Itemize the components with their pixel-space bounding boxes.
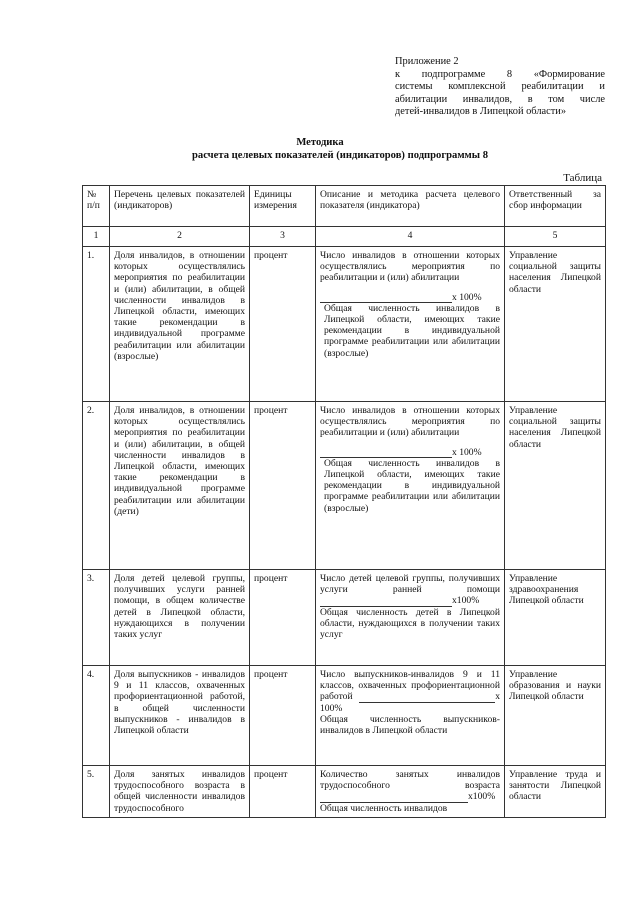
- column-header: Описание и методика расчета целевого показателя (индикатора): [316, 186, 505, 227]
- formula-numerator: Число инвалидов в отношении которых осуществлялись мероприятия по реабилитации и (или) абилитации: [320, 405, 500, 439]
- calculation-method: [316, 766, 505, 818]
- formula-multiplier: х 100%: [320, 691, 500, 714]
- table-header-row: [83, 186, 606, 227]
- unit: процент: [250, 247, 316, 402]
- formula-multiplier: х100%: [452, 595, 480, 607]
- column-number: 3: [250, 227, 316, 247]
- formula-denominator: Общая численность инвалидов: [320, 802, 448, 814]
- appendix-line: Приложение 2: [395, 56, 459, 67]
- indicator-name: Доля инвалидов, в отношении которых осуществлялись мероприятия по реабилитации и (или) абилитации, в общей численности инвалидов в Липецкой области, имеющих такие рекомендации в индивидуальной программе реабилитации или абилитации (взрослые): [110, 247, 250, 402]
- row-number: 4.: [83, 666, 110, 766]
- indicators-table: [82, 185, 606, 818]
- indicator-name: Доля детей целевой группы, получивших услуги ранней помощи, в общем количестве детей в Липецкой области, нуждающихся в получении таких услуг: [110, 570, 250, 666]
- column-number: 2: [110, 227, 250, 247]
- table-row: [83, 666, 606, 766]
- method-subtitle: расчета целевых показателей (индикаторов) подпрограммы 8: [192, 150, 488, 161]
- table-label: Таблица: [563, 172, 602, 184]
- calculation-method: [316, 247, 505, 402]
- unit: процент: [250, 402, 316, 570]
- table-row: [83, 570, 606, 666]
- appendix-line: детей-инвалидов в Липецкой области»: [395, 106, 567, 118]
- column-header: Ответственный за сбор информации: [505, 186, 606, 227]
- column-number: 4: [316, 227, 505, 247]
- formula-denominator: Общая численность инвалидов в Липецкой области, имеющих такие рекомендации в индивидуальной программе реабилитации или абилитации (взрослые): [324, 457, 500, 514]
- responsible-body: Управление труда и занятости Липецкой области: [505, 766, 606, 818]
- row-number: 2.: [83, 402, 110, 570]
- calculation-method: [316, 570, 505, 666]
- calculation-method: [316, 666, 505, 766]
- formula-numerator: Число выпускников-инвалидов 9 и 11 классов, охваченных профориентационной работой: [320, 669, 500, 703]
- column-header: № п/п: [83, 186, 110, 227]
- indicator-name: Доля инвалидов, в отношении которых осуществлялись мероприятия по реабилитации и (или) абилитации, в общей численности инвалидов в Липецкой области, имеющих такие рекомендации в индивидуальной программе реабилитации или абилитации (дети): [110, 402, 250, 570]
- formula-multiplier: х 100%: [452, 291, 482, 303]
- table-row: [83, 247, 606, 402]
- indicator-name: Доля выпускников - инвалидов 9 и 11 классов, охваченных профориентационной работой, в общей численности выпускников - инвалидов в Липецкой области: [110, 666, 250, 766]
- appendix-line: абилитации инвалидов, в том числе: [395, 93, 605, 105]
- table-row: [83, 766, 606, 818]
- appendix-line: к подпрограмме 8 «Формирование: [395, 68, 605, 80]
- responsible-body: Управление социальной защиты населения Липецкой области: [505, 402, 606, 570]
- responsible-body: Управление образования и науки Липецкой области: [505, 666, 606, 766]
- row-number: 5.: [83, 766, 110, 818]
- calculation-method: [316, 402, 505, 570]
- appendix-header: [395, 56, 605, 119]
- method-title: Методика: [296, 137, 344, 148]
- formula-numerator: Число инвалидов в отношении которых осуществлялись мероприятия по реабилитации и (или) абилитации: [320, 250, 500, 284]
- formula-numerator: Количество занятых инвалидов трудоспособного возраста: [320, 769, 500, 792]
- column-header: Единицы измерения: [250, 186, 316, 227]
- table-row: [83, 402, 606, 570]
- row-number: 1.: [83, 247, 110, 402]
- unit: процент: [250, 570, 316, 666]
- formula-multiplier: х100%: [468, 791, 496, 803]
- row-number: 3.: [83, 570, 110, 666]
- column-number: 1: [83, 227, 110, 247]
- column-number-row: [83, 227, 606, 247]
- responsible-body: Управление здравоохранения Липецкой области: [505, 570, 606, 666]
- formula-denominator: Общая численность инвалидов в Липецкой области, имеющих такие рекомендации в индивидуальной программе реабилитации или абилитации (взрослые): [324, 302, 500, 359]
- formula-multiplier: х 100%: [452, 446, 482, 458]
- formula-denominator: Общая численность детей в Липецкой области, нуждающихся в получении таких услуг: [320, 606, 500, 641]
- responsible-body: Управление социальной защиты населения Липецкой области: [505, 247, 606, 402]
- appendix-line: системы комплексной реабилитации и: [395, 81, 605, 93]
- unit: процент: [250, 666, 316, 766]
- indicator-name: Доля занятых инвалидов трудоспособного возраста в общей численности инвалидов трудоспособного: [110, 766, 250, 818]
- column-number: 5: [505, 227, 606, 247]
- column-header: Перечень целевых показателей (индикаторов): [110, 186, 250, 227]
- unit: процент: [250, 766, 316, 818]
- formula-numerator: Число детей целевой группы, получивших услуги ранней помощи: [320, 573, 500, 596]
- formula-denominator: Общая численность выпускников-инвалидов в Липецкой области: [320, 713, 500, 737]
